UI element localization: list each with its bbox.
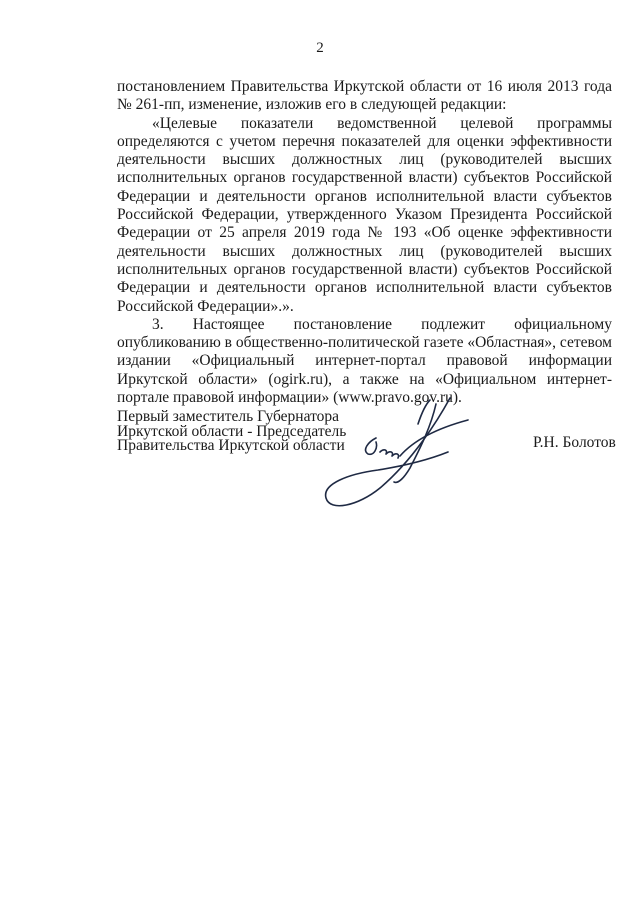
- signatory-title-line: Иркутской области - Председатель: [117, 422, 347, 440]
- signatory-name: Р.Н. Болотов: [533, 434, 616, 451]
- paragraph-publication: 3. Настоящее постановление подлежит официальному опубликованию в общественно-политической газете «Областная», сетевом издании «Официальный интернет-портал правовой информации Иркутской области» (ogirk.ru), а также на «Официальном интернет-портале правовой информации» (www.pravo.gov.ru).: [117, 315, 612, 407]
- page-number: 2: [316, 40, 324, 56]
- paragraph-continuation: постановлением Правительства Иркутской области от 16 июля 2013 года № 261-пп, изменение, изложив его в следующей редакции:: [117, 78, 612, 114]
- document-body: [117, 78, 612, 407]
- signatory-title-line: Первый заместитель Губернатора: [117, 408, 340, 425]
- handwritten-signature: [318, 390, 488, 520]
- signatory-title: [117, 410, 346, 454]
- paragraph-target-indicators: «Целевые показатели ведомственной целевой программы определяются с учетом перечня показателей для оценки эффективности деятельности высших должностных лиц (руководителей высших исполнительных органов государственной власти) субъектов Российской Федерации и деятельности органов исполнительной власти субъектов Российской Федерации, утвержденного Указом Президента Российской Федерации от 25 апреля 2019 года № 193 «Об оценке эффективности деятельности высших должностных лиц (руководителей высших исполнительных органов государственной власти) субъектов Российской Федерации и деятельности органов исполнительной власти субъектов Российской Федерации».».: [117, 114, 612, 315]
- signatory-title-line: Правительства Иркутской области: [117, 437, 345, 454]
